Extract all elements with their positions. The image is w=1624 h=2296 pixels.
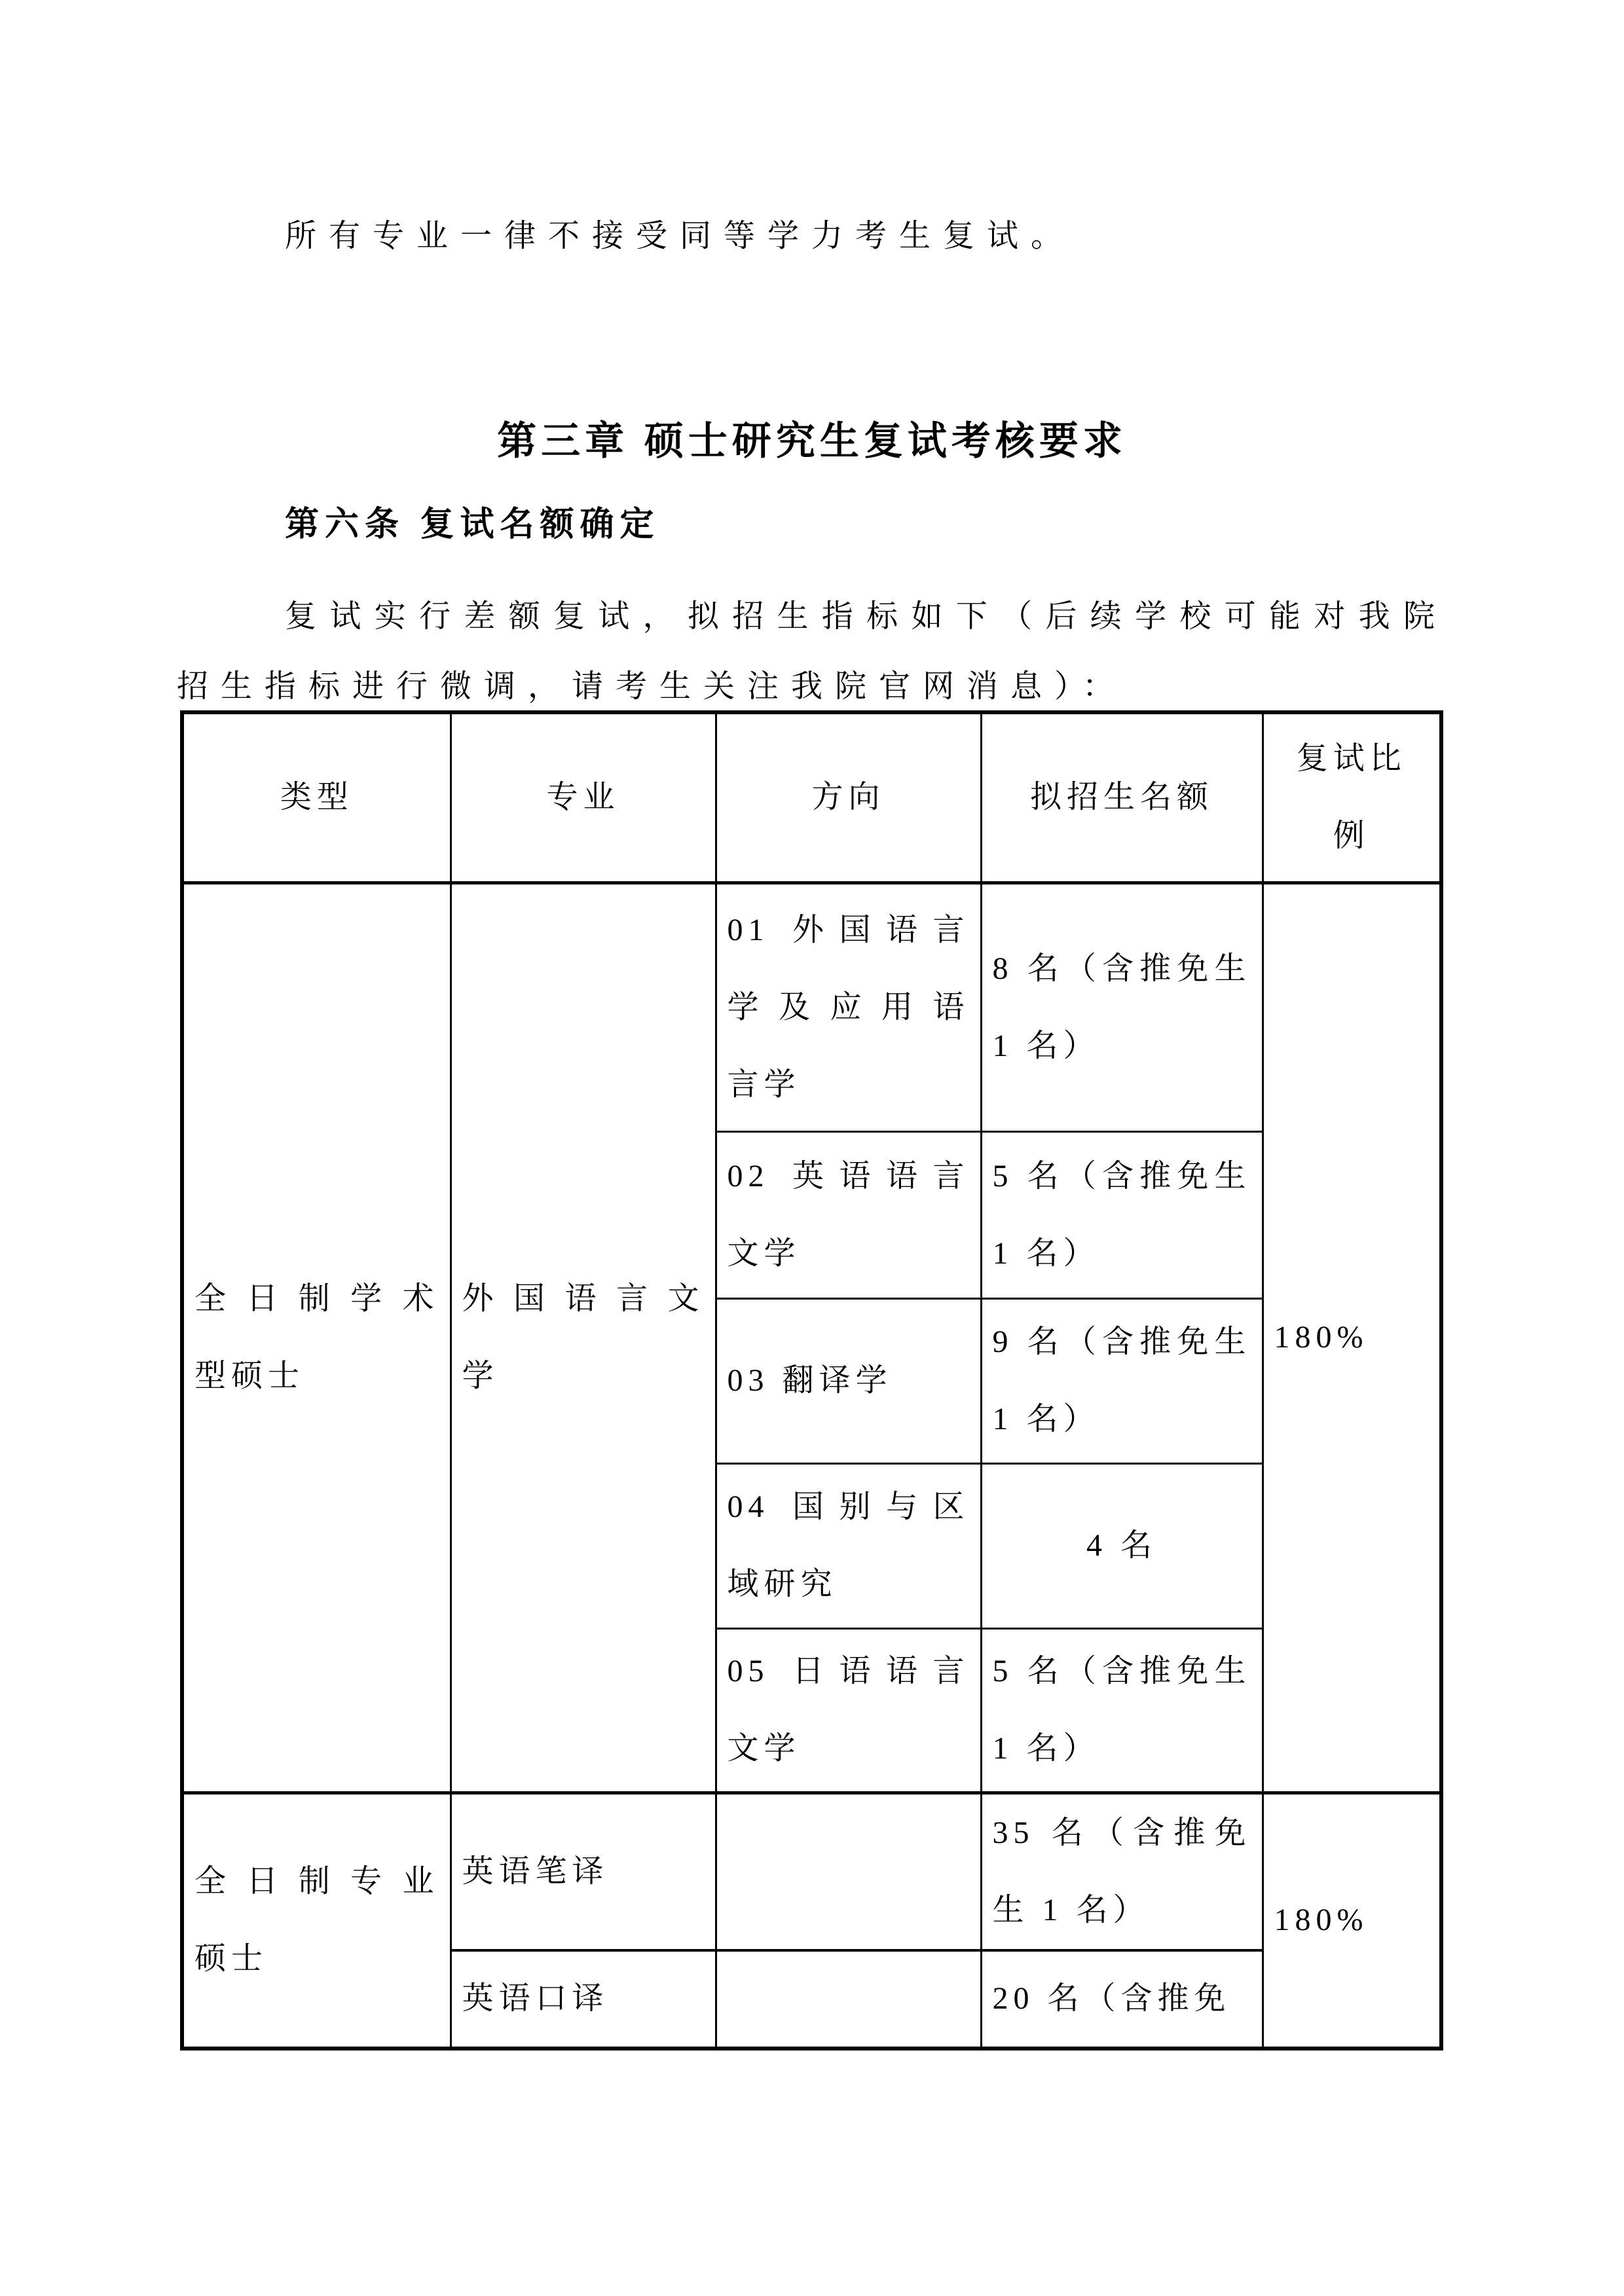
cell-type-professional: 全日制专业 硕士 (182, 1793, 451, 2049)
header-type: 类型 (182, 712, 451, 883)
cell-quota-04: 4 名 (981, 1463, 1263, 1628)
lead-paragraph: 复试实行差额复试，拟招生指标如下（后续学校可能对我院招生指标进行微调，请考生关注我院官网消息）： (177, 599, 1447, 704)
cell-direction-03: 03 翻译学 (716, 1298, 981, 1463)
admission-quota-table (180, 710, 1443, 2050)
cell-quota-02: 5 名（含推免生 1 名） (981, 1131, 1263, 1298)
cell-direction-04: 04 国别与区 域研究 (716, 1463, 981, 1628)
header-major: 专业 (451, 712, 716, 883)
header-direction: 方向 (716, 712, 981, 883)
cell-ratio-professional: 180% (1263, 1793, 1441, 2049)
cell-quota-01: 8 名（含推免生 1 名） (981, 883, 1263, 1131)
header-quota: 拟招生名额 (981, 712, 1263, 883)
table-row (182, 1793, 1441, 1950)
cell-direction-empty-2 (716, 1950, 981, 2049)
header-ratio: 复试比 例 (1263, 712, 1441, 883)
table-row (182, 883, 1441, 1131)
cell-quota-interpreting: 20 名（含推免 (981, 1950, 1263, 2049)
cell-quota-05: 5 名（含推免生 1 名） (981, 1628, 1263, 1793)
cell-major-translation: 英语笔译 (451, 1793, 716, 1950)
cell-direction-empty-1 (716, 1793, 981, 1950)
intro-paragraph: 所有专业一律不接受同等学力考生复试。 (285, 219, 1075, 253)
cell-quota-translation: 35 名（含推免 生 1 名） (981, 1793, 1263, 1950)
cell-direction-02: 02 英语语言 文学 (716, 1131, 981, 1298)
article-heading: 第六条 复试名额确定 (285, 505, 660, 543)
table-header-row (182, 712, 1441, 883)
cell-direction-01: 01 外国语言 学及应用语 言学 (716, 883, 981, 1131)
cell-major-academic: 外国语言文 学 (451, 883, 716, 1793)
cell-ratio-academic: 180% (1263, 883, 1441, 1793)
cell-type-academic: 全日制学术 型硕士 (182, 883, 451, 1793)
cell-quota-03: 9 名（含推免生 1 名） (981, 1298, 1263, 1463)
cell-major-interpreting: 英语口译 (451, 1950, 716, 2049)
chapter-heading: 第三章 硕士研究生复试考核要求 (497, 419, 1127, 463)
cell-direction-05: 05 日语语言 文学 (716, 1628, 981, 1793)
